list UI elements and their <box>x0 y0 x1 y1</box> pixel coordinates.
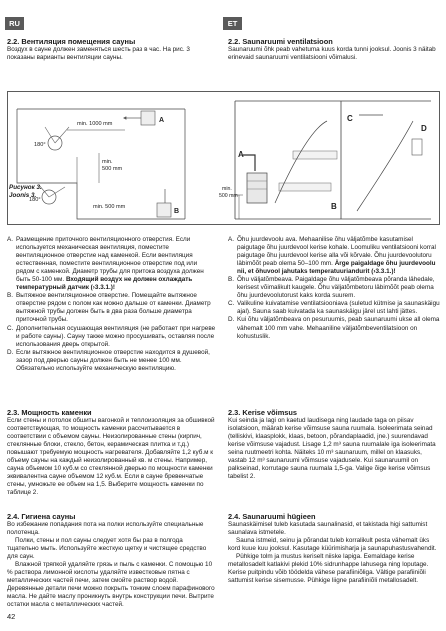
shower-icon <box>412 139 422 155</box>
et-heater-output-title: 2.3. Kerise võimsus <box>228 408 298 417</box>
et-ventilation-body: Saunaruumi õhk peab vahetuma kuus korda tunni jooksul. Joonis 3 näitab erinevaid saunaruumi ventilatsiooni võimalusi. <box>228 46 436 62</box>
et-hygiene-p2: Sauna istmeid, seinu ja põrandat tuleb korralikult pesta vähemalt üks kord kuue kuu jooksul. Kasutage küürimisharja ja saunapuhastusvahendit. <box>228 537 437 553</box>
ru-vent-list <box>7 236 216 373</box>
page-number: 42 <box>7 612 16 621</box>
language-tab-ru: RU <box>5 17 24 30</box>
label-b-right: B <box>331 202 337 211</box>
ru-heater-output-title: 2.3. Мощность каменки <box>7 408 92 417</box>
ru-heater-output <box>7 408 216 497</box>
figure-caption-et: Joonis 3. <box>9 191 37 199</box>
et-heater-output-body: Kui seinda ja lagi on kaetud laudisega ning laudade taga on piisav isolatsioon, määrab kerise võimsuse sauna ruumala. Isoleerimata seinad (telliskivi, klaasplokk, klaas, betoon, põrandaplaadid, jne.) suurendavad kerise võimsuse vajadust. Lisage 1,2 m³ sauna ruumalale iga isoleerimata seina ruutmeetri kohta. Näiteks 10 m³ saunaruum, millel on klaasuks, vastab 12 m³ saunaruumi võimsuse vajadusele. Kui saunaruumil on palkseinad, korrutage sauna ruumala 1,5-ga. Valige õige kerise võimsus tabelist 2. <box>228 417 436 481</box>
ru-vent-item-d: D. Если вытяжное вентиляционное отверстие находится в душевой, зазор под дверью сауны должен быть не менее 100 мм. Обязательно используйте механическую вентиляцию. <box>7 348 210 372</box>
et-ventilation-title: 2.2. Saunaruumi ventilatsioon <box>228 37 333 46</box>
ru-ventilation-body: Воздух в сауне должен заменяться шесть раз в час. На рис. 3 показаны варианты вентиляции сауны. <box>7 46 190 62</box>
et-hygiene-p3: Pühkige tolm ja mustus keriselt niiske lapiga. Eemaldage kerise metallosadelt katlakivi plekid 10% sidrunhappe lahusega ning loputage. Kerise puitpindu võib töödelda vähese parafiiniõliga. Vältige parafiiniõli sattumist kerise sisemusse. Pühkige liigne parafiiniõli metallosadelt. <box>228 553 429 585</box>
heater-side-icon <box>247 173 267 203</box>
label-a-left: A <box>159 117 165 124</box>
label-c-right: C <box>347 114 353 123</box>
et-vent-list <box>228 236 440 341</box>
ru-hygiene-p2: Полки, стены и пол сауны следует хотя бы раз в полгода тщательно мыть. Используйте жесткую щетку и чистящее средство для саун. <box>7 537 207 561</box>
ru-heater-output-body: Если стены и потолок обшиты вагонкой и теплоизоляция за обшивкой соответствующая, то мощность каменки рассчитывается в соответствии с объемом сауны. Неизолированные стены (кирпич, стеклянные блоки, стекло, бетон, керамическая плитка и т.д.) повышают требуемую мощность нагревателя. Добавляйте 1,2 куб.м к объему сауны на каждый неизолированный кв. м стены. Например, сауна объемом 10 куб.м со стеклянной дверью по мощности каменки эквивалентна сауне объемом 12 куб.м. Если в сауне бревенчатые стены, умножьте ее объем на 1,5. Выберите мощность каменки по таблице 2. <box>7 417 215 497</box>
ru-hygiene-title: 2.4. Гигиена сауны <box>7 512 76 521</box>
ru-ventilation-title: 2.2. Вентиляция помещения сауны <box>7 37 136 46</box>
label-a-right: A <box>238 150 244 159</box>
ru-vent-item-c: C. Дополнительная осушающая вентиляция (не работает при нагреве и работе сауны). Сауну также можно просушивать, оставляя после использования дверь открытой. <box>7 324 216 348</box>
diagram-frame <box>8 92 440 225</box>
ru-vent-item-a: A. Размещение приточного вентиляционного отверстия. Если используется механическая вентиляция, поместите вентиляционное отверстие над каменкой. Если вентиляция естественная, поместите вентиляционное отверстие под или рядом с каменкой. Диаметр трубы для притока воздуха должен быть 50-100 мм. Входящий воздух не должен охлаждать температурный датчик (›3.3.1.)! <box>7 236 204 292</box>
et-vent-item-b: B. Õhu väljatõmbeava. Paigaldage õhu väljatõmbeava põranda lähedale, kerisest võimalikult kaugele. Õhu väljatõmbetoru läbimõõt peab olema õhu juurdevoolutorust kaks korda suurem. <box>228 276 435 300</box>
et-hygiene <box>228 512 440 585</box>
vent-a-icon <box>141 111 155 125</box>
angle-label-b: 180° <box>29 197 41 203</box>
dim-label-min-500: min. 500 mm <box>93 204 126 210</box>
et-vent-item-a: A. Õhu juurdevoolu ava. Mehaanilise õhu väljatõmbe kasutamisel paigutage õhu juurdevool kerise kohale. Loomuliku ventilatsiooni korral paigutage õhu juurdevool kerise alla või kõrvale. Õhu juurdevoolutoru läbimõõt peab olema 50–100 mm. Ärge paigaldage õhu juurdevoolu nii, et õhuvool jahutaks temperatuuriandurit (›3.3.1.)! <box>228 236 436 276</box>
ru-hygiene <box>7 512 216 610</box>
et-hygiene-title: 2.4. Saunaruumi hügieen <box>228 512 316 521</box>
figure-caption-ru: Рисунок 3. <box>9 184 42 191</box>
et-ventilation-intro <box>228 37 440 62</box>
dim-label-min: min. <box>102 159 113 165</box>
ru-hygiene-p1: Во избежание попадания пота на полки используйте специальные полотенца. <box>7 521 204 537</box>
ru-vent-item-b: B. Вытяжное вентиляционное отверстие. Помещайте вытяжное отверстие рядом с полом как можно дальше от каменки. Диаметр вытяжной трубы должен быть в два раза больше диаметра приточной трубы. <box>7 292 211 324</box>
dim-label-1000: min. 1000 mm <box>77 121 113 127</box>
dim-right-500: 500 mm <box>219 193 238 199</box>
dim-label-500: 500 mm <box>102 166 123 172</box>
et-vent-item-c: C. Valikuline kuivatamise ventilatsiooniava (suletud kütmise ja saunaskäigu ajal). Sauna saab kuivatada ka saunaskäigu järel ust lahti jättes. <box>228 300 440 316</box>
dim-right-min: min. <box>222 186 232 192</box>
angle-label-a: 180° <box>34 142 46 148</box>
figure-caption <box>9 184 42 199</box>
et-heater-output <box>228 408 440 481</box>
label-b-left: B <box>174 208 180 215</box>
ventilation-diagram <box>7 91 440 225</box>
et-hygiene-p1: Saunaskäimisel tuleb kasutada saunalinasid, et takistada higi sattumist saunalava istmetele. <box>228 521 428 537</box>
ru-hygiene-p3: Влажной тряпкой удаляйте грязь и пыль с каменки. С помощью 10 % раствора лимонной кислоты удаляйте известковые пятна с металлических частей печи, затем смойте раствор водой. Деревянные детали печи можно покрыть тонким слоем парафинового масла. Не дайте маслу проникнуть внутрь конструкции печи. Вытрите остатки масла с металлических частей. <box>7 561 215 609</box>
bench-lower <box>279 183 331 191</box>
bench-upper <box>293 151 337 159</box>
ru-ventilation-intro <box>7 37 216 62</box>
language-tab-et: ET <box>223 17 242 30</box>
et-vent-item-d: D. Kui õhu väljatõmbeava on pesuruumis, peab saunaruumi ukse all olema vähemalt 100 mm vahe. Mehaaniline väljatõmbeventilatsioon on kohustuslik. <box>228 316 440 340</box>
vent-b-icon <box>157 203 171 217</box>
label-d-right: D <box>421 124 427 133</box>
